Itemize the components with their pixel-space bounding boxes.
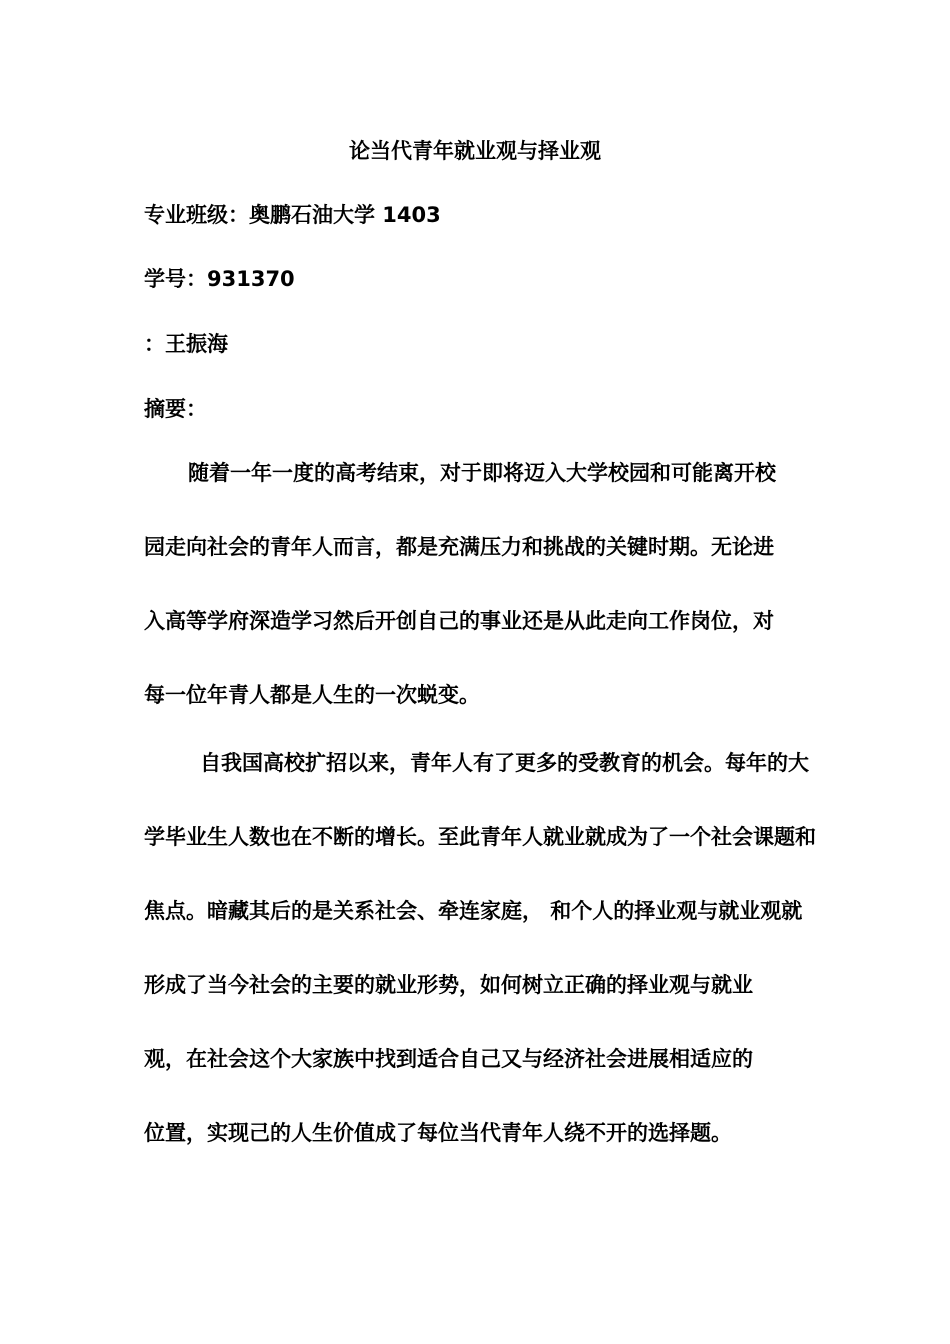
paragraph-line: 形成了当今社会的主要的就业形势，如何树立正确的择业观与就业: [144, 973, 753, 997]
document-title: 论当代青年就业观与择业观: [349, 139, 601, 163]
abstract-label: 摘要：: [144, 397, 207, 421]
paragraph-line: 位置，实现己的人生价值成了每位当代青年人绕不开的选择题。: [144, 1121, 732, 1145]
paragraph-line: 自我国高校扩招以来，青年人有了更多的受教育的机会。每年的大: [200, 751, 809, 775]
paragraph-line: 随着一年一度的高考结束，对于即将迈入大学校园和可能离开校: [188, 461, 776, 485]
paragraph-line: 学毕业生人数也在不断的增长。至此青年人就业就成为了一个社会课题和: [144, 825, 816, 849]
abstract-paragraph-1: [144, 458, 804, 754]
paragraph-line: 每一位年青人都是人生的一次蜕变。: [144, 683, 480, 707]
name-line: ：王振海: [144, 332, 228, 356]
abstract-paragraph-2: [144, 748, 816, 1192]
paragraph-line: 观，在社会这个大家族中找到适合自己又与经济社会进展相适应的: [144, 1047, 753, 1071]
paragraph-line: 园走向社会的青年人而言，都是充满压力和挑战的关键时期。无论进: [144, 535, 774, 559]
student-id-line: 学号：931370: [144, 267, 295, 291]
paragraph-line: 焦点。暗藏其后的是关系社会、牵连家庭， 和个人的择业观与就业观就: [144, 899, 803, 923]
class-line: 专业班级：奥鹏石油大学 1403: [144, 203, 441, 227]
paragraph-line: 入高等学府深造学习然后开创自己的事业还是从此走向工作岗位，对: [144, 609, 774, 633]
